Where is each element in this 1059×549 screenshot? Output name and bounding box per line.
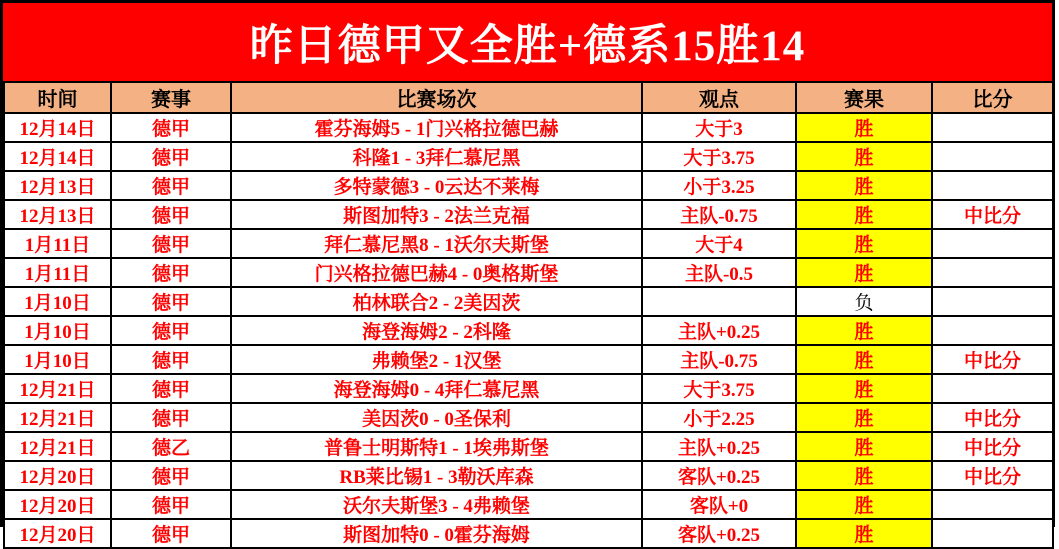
column-header-score: 比分 bbox=[932, 82, 1053, 113]
cell-match: 海登海姆0 - 4拜仁慕尼黑 bbox=[231, 374, 642, 403]
cell-result: 胜 bbox=[796, 432, 932, 461]
table-row bbox=[4, 316, 1053, 345]
cell-date: 12月20日 bbox=[4, 519, 111, 548]
column-header-league: 赛事 bbox=[111, 82, 231, 113]
cell-view: 大于3.75 bbox=[642, 142, 796, 171]
table-row bbox=[4, 461, 1053, 490]
cell-score: 中比分 bbox=[932, 403, 1053, 432]
cell-date: 12月13日 bbox=[4, 200, 111, 229]
cell-date: 1月11日 bbox=[4, 229, 111, 258]
column-header-view: 观点 bbox=[642, 82, 796, 113]
cell-match: 霍芬海姆5 - 1门兴格拉德巴赫 bbox=[231, 113, 642, 142]
cell-score bbox=[932, 374, 1053, 403]
table-row bbox=[4, 287, 1053, 316]
cell-score bbox=[932, 258, 1053, 287]
table-row bbox=[4, 490, 1053, 519]
cell-league: 德甲 bbox=[111, 200, 231, 229]
cell-result: 胜 bbox=[796, 345, 932, 374]
cell-result: 负 bbox=[796, 287, 932, 316]
cell-view: 主队+0.25 bbox=[642, 432, 796, 461]
cell-date: 1月10日 bbox=[4, 345, 111, 374]
cell-league: 德甲 bbox=[111, 142, 231, 171]
cell-match: 斯图加特3 - 2法兰克福 bbox=[231, 200, 642, 229]
cell-match: 多特蒙德3 - 0云达不莱梅 bbox=[231, 171, 642, 200]
cell-match: 柏林联合2 - 2美因茨 bbox=[231, 287, 642, 316]
table-row bbox=[4, 519, 1053, 548]
cell-score bbox=[932, 229, 1053, 258]
page-title: 昨日德甲又全胜+德系15胜14 bbox=[249, 22, 806, 70]
table-row bbox=[4, 432, 1053, 461]
cell-score bbox=[932, 287, 1053, 316]
cell-league: 德甲 bbox=[111, 461, 231, 490]
cell-date: 1月10日 bbox=[4, 316, 111, 345]
cell-date: 12月21日 bbox=[4, 432, 111, 461]
cell-match: 沃尔夫斯堡3 - 4弗赖堡 bbox=[231, 490, 642, 519]
cell-score: 中比分 bbox=[932, 200, 1053, 229]
cell-score bbox=[932, 519, 1053, 548]
cell-score bbox=[932, 142, 1053, 171]
cell-league: 德甲 bbox=[111, 519, 231, 548]
cell-league: 德甲 bbox=[111, 287, 231, 316]
cell-view: 小于2.25 bbox=[642, 403, 796, 432]
cell-score bbox=[932, 113, 1053, 142]
cell-league: 德甲 bbox=[111, 374, 231, 403]
cell-date: 1月10日 bbox=[4, 287, 111, 316]
cell-league: 德甲 bbox=[111, 171, 231, 200]
cell-date: 12月20日 bbox=[4, 461, 111, 490]
column-header-match: 比赛场次 bbox=[231, 82, 642, 113]
cell-result: 胜 bbox=[796, 229, 932, 258]
cell-result: 胜 bbox=[796, 142, 932, 171]
table-row bbox=[4, 258, 1053, 287]
cell-match: 科隆1 - 3拜仁慕尼黑 bbox=[231, 142, 642, 171]
table-row bbox=[4, 345, 1053, 374]
cell-score bbox=[932, 171, 1053, 200]
cell-result: 胜 bbox=[796, 113, 932, 142]
table-row bbox=[4, 142, 1053, 171]
cell-view: 大于3 bbox=[642, 113, 796, 142]
cell-match: 海登海姆2 - 2科隆 bbox=[231, 316, 642, 345]
column-header-date: 时间 bbox=[4, 82, 111, 113]
cell-view: 主队-0.5 bbox=[642, 258, 796, 287]
cell-match: 弗赖堡2 - 1汉堡 bbox=[231, 345, 642, 374]
cell-result: 胜 bbox=[796, 519, 932, 548]
cell-league: 德甲 bbox=[111, 490, 231, 519]
cell-date: 12月14日 bbox=[4, 113, 111, 142]
cell-match: 拜仁慕尼黑8 - 1沃尔夫斯堡 bbox=[231, 229, 642, 258]
results-table bbox=[3, 81, 1054, 549]
cell-match: 门兴格拉德巴赫4 - 0奥格斯堡 bbox=[231, 258, 642, 287]
cell-match: RB莱比锡1 - 3勒沃库森 bbox=[231, 461, 642, 490]
cell-match: 普鲁士明斯特1 - 1埃弗斯堡 bbox=[231, 432, 642, 461]
cell-score bbox=[932, 316, 1053, 345]
cell-match: 美因茨0 - 0圣保利 bbox=[231, 403, 642, 432]
cell-view: 客队+0.25 bbox=[642, 519, 796, 548]
cell-league: 德甲 bbox=[111, 113, 231, 142]
cell-view: 客队+0.25 bbox=[642, 461, 796, 490]
cell-match: 斯图加特0 - 0霍芬海姆 bbox=[231, 519, 642, 548]
cell-score: 中比分 bbox=[932, 432, 1053, 461]
table-row bbox=[4, 374, 1053, 403]
column-header-result: 赛果 bbox=[796, 82, 932, 113]
cell-league: 德甲 bbox=[111, 403, 231, 432]
header-row bbox=[4, 82, 1053, 113]
cell-score bbox=[932, 490, 1053, 519]
cell-view: 主队-0.75 bbox=[642, 200, 796, 229]
cell-result: 胜 bbox=[796, 490, 932, 519]
cell-result: 胜 bbox=[796, 374, 932, 403]
cell-league: 德甲 bbox=[111, 258, 231, 287]
cell-result: 胜 bbox=[796, 200, 932, 229]
cell-view: 大于4 bbox=[642, 229, 796, 258]
cell-league: 德甲 bbox=[111, 345, 231, 374]
table-row bbox=[4, 200, 1053, 229]
cell-view: 客队+0 bbox=[642, 490, 796, 519]
table-row bbox=[4, 171, 1053, 200]
cell-league: 德乙 bbox=[111, 432, 231, 461]
cell-result: 胜 bbox=[796, 461, 932, 490]
cell-score: 中比分 bbox=[932, 461, 1053, 490]
cell-score: 中比分 bbox=[932, 345, 1053, 374]
cell-date: 12月21日 bbox=[4, 374, 111, 403]
cell-result: 胜 bbox=[796, 403, 932, 432]
table-row bbox=[4, 113, 1053, 142]
cell-view: 主队+0.25 bbox=[642, 316, 796, 345]
table-row bbox=[4, 229, 1053, 258]
cell-result: 胜 bbox=[796, 171, 932, 200]
table-row bbox=[4, 403, 1053, 432]
cell-view: 小于3.25 bbox=[642, 171, 796, 200]
cell-date: 12月21日 bbox=[4, 403, 111, 432]
cell-date: 12月13日 bbox=[4, 171, 111, 200]
cell-league: 德甲 bbox=[111, 229, 231, 258]
cell-date: 12月20日 bbox=[4, 490, 111, 519]
cell-view: 主队-0.75 bbox=[642, 345, 796, 374]
cell-view: 大于3.75 bbox=[642, 374, 796, 403]
cell-view bbox=[642, 287, 796, 316]
title-banner bbox=[3, 3, 1052, 81]
cell-league: 德甲 bbox=[111, 316, 231, 345]
cell-result: 胜 bbox=[796, 316, 932, 345]
cell-date: 1月11日 bbox=[4, 258, 111, 287]
cell-result: 胜 bbox=[796, 258, 932, 287]
cell-date: 12月14日 bbox=[4, 142, 111, 171]
